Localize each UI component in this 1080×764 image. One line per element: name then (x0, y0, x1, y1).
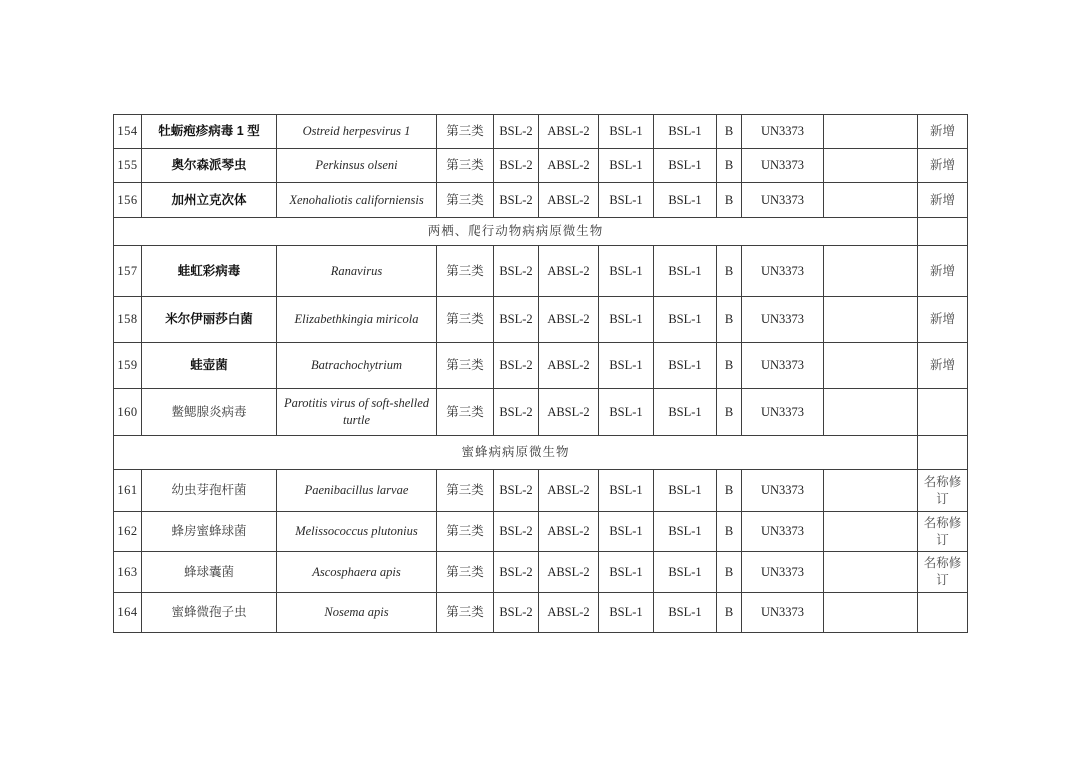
cell-package-class: B (717, 115, 742, 149)
cell-category: 第三类 (437, 593, 494, 633)
cell-row-number: 156 (114, 183, 142, 218)
cell-bsl: BSL-2 (494, 389, 539, 436)
cell-blank (824, 115, 918, 149)
cell-package-class: B (717, 297, 742, 343)
cell-name-cn: 蜜蜂微孢子虫 (142, 593, 277, 633)
cell-absl: ABSL-2 (539, 115, 599, 149)
cell-bsl-1: BSL-1 (654, 183, 717, 218)
table-row (114, 149, 968, 183)
cell-bsl: BSL-2 (494, 246, 539, 297)
cell-bsl-1: BSL-1 (654, 115, 717, 149)
cell-category: 第三类 (437, 115, 494, 149)
cell-name-cn: 加州立克次体 (142, 183, 277, 218)
cell-absl: ABSL-2 (539, 470, 599, 512)
cell-bsl: BSL-2 (494, 183, 539, 218)
cell-row-number: 157 (114, 246, 142, 297)
cell-name-cn: 牡蛎疱疹病毒 1 型 (142, 115, 277, 149)
cell-bsl-1: BSL-1 (654, 389, 717, 436)
cell-bsl-1: BSL-1 (654, 149, 717, 183)
table-row (114, 389, 968, 436)
cell-absl: ABSL-2 (539, 149, 599, 183)
cell-bsl-1: BSL-1 (654, 552, 717, 593)
cell-bsl-1: BSL-1 (599, 297, 654, 343)
cell-package-class: B (717, 343, 742, 389)
cell-remark (918, 389, 968, 436)
section-header-label: 两栖、爬行动物病病原微生物 (114, 218, 918, 246)
cell-blank (824, 552, 918, 593)
cell-remark: 名称修订 (918, 512, 968, 552)
cell-absl: ABSL-2 (539, 183, 599, 218)
cell-name-cn: 蛙壶菌 (142, 343, 277, 389)
cell-row-number: 163 (114, 552, 142, 593)
cell-remark: 新增 (918, 297, 968, 343)
cell-package-class: B (717, 552, 742, 593)
cell-bsl-1: BSL-1 (599, 552, 654, 593)
cell-row-number: 164 (114, 593, 142, 633)
cell-name-latin: Ascosphaera apis (277, 552, 437, 593)
table-row (114, 470, 968, 512)
cell-remark (918, 593, 968, 633)
table-row (114, 343, 968, 389)
cell-bsl-1: BSL-1 (599, 183, 654, 218)
cell-package-class: B (717, 149, 742, 183)
cell-un-number: UN3373 (742, 115, 824, 149)
cell-name-latin: Perkinsus olseni (277, 149, 437, 183)
cell-remark: 新增 (918, 115, 968, 149)
cell-bsl-1: BSL-1 (654, 343, 717, 389)
cell-package-class: B (717, 512, 742, 552)
cell-row-number: 155 (114, 149, 142, 183)
cell-name-latin: Ostreid herpesvirus 1 (277, 115, 437, 149)
cell-name-cn: 鳖鳃腺炎病毒 (142, 389, 277, 436)
cell-package-class: B (717, 470, 742, 512)
cell-bsl-1: BSL-1 (654, 297, 717, 343)
cell-bsl: BSL-2 (494, 512, 539, 552)
cell-bsl-1: BSL-1 (599, 343, 654, 389)
cell-bsl: BSL-2 (494, 115, 539, 149)
cell-bsl: BSL-2 (494, 343, 539, 389)
cell-un-number: UN3373 (742, 389, 824, 436)
cell-name-latin: Nosema apis (277, 593, 437, 633)
cell-bsl-1: BSL-1 (654, 470, 717, 512)
cell-bsl-1: BSL-1 (599, 389, 654, 436)
cell-name-cn: 蜂房蜜蜂球菌 (142, 512, 277, 552)
cell-bsl-1: BSL-1 (599, 246, 654, 297)
table-row (114, 183, 968, 218)
cell-blank (824, 297, 918, 343)
cell-name-latin: Parotitis virus of soft-shelled turtle (277, 389, 437, 436)
cell-bsl-1: BSL-1 (599, 115, 654, 149)
cell-blank (824, 183, 918, 218)
cell-un-number: UN3373 (742, 246, 824, 297)
table-row (114, 246, 968, 297)
cell-name-cn: 幼虫芽孢杆菌 (142, 470, 277, 512)
pathogen-table (113, 114, 968, 633)
cell-un-number: UN3373 (742, 183, 824, 218)
cell-bsl-1: BSL-1 (599, 593, 654, 633)
table-row (114, 512, 968, 552)
table-row (114, 552, 968, 593)
cell-row-number: 154 (114, 115, 142, 149)
cell-blank (824, 246, 918, 297)
cell-remark: 新增 (918, 246, 968, 297)
cell-bsl: BSL-2 (494, 149, 539, 183)
cell-name-latin: Batrachochytrium (277, 343, 437, 389)
cell-absl: ABSL-2 (539, 512, 599, 552)
cell-row-number: 159 (114, 343, 142, 389)
cell-un-number: UN3373 (742, 593, 824, 633)
cell-blank (824, 149, 918, 183)
cell-package-class: B (717, 246, 742, 297)
cell-un-number: UN3373 (742, 470, 824, 512)
cell-category: 第三类 (437, 552, 494, 593)
cell-blank (824, 470, 918, 512)
cell-blank (824, 343, 918, 389)
cell-bsl-1: BSL-1 (654, 246, 717, 297)
cell-un-number: UN3373 (742, 343, 824, 389)
table-row (114, 593, 968, 633)
cell-absl: ABSL-2 (539, 343, 599, 389)
cell-bsl: BSL-2 (494, 297, 539, 343)
cell-bsl-1: BSL-1 (654, 512, 717, 552)
cell-bsl: BSL-2 (494, 552, 539, 593)
cell-remark: 名称修订 (918, 552, 968, 593)
cell-blank (824, 389, 918, 436)
cell-category: 第三类 (437, 470, 494, 512)
cell-bsl-1: BSL-1 (599, 470, 654, 512)
cell-package-class: B (717, 389, 742, 436)
cell-name-cn: 米尔伊丽莎白菌 (142, 297, 277, 343)
cell-category: 第三类 (437, 512, 494, 552)
cell-bsl-1: BSL-1 (654, 593, 717, 633)
cell-remark (918, 218, 968, 246)
cell-un-number: UN3373 (742, 552, 824, 593)
cell-blank (824, 512, 918, 552)
cell-name-latin: Melissococcus plutonius (277, 512, 437, 552)
cell-row-number: 160 (114, 389, 142, 436)
cell-absl: ABSL-2 (539, 297, 599, 343)
cell-name-cn: 蛙虹彩病毒 (142, 246, 277, 297)
cell-remark: 新增 (918, 183, 968, 218)
cell-name-latin: Elizabethkingia miricola (277, 297, 437, 343)
cell-absl: ABSL-2 (539, 389, 599, 436)
section-header-row (114, 436, 968, 470)
section-header-label: 蜜蜂病病原微生物 (114, 436, 918, 470)
cell-absl: ABSL-2 (539, 593, 599, 633)
cell-bsl-1: BSL-1 (599, 512, 654, 552)
cell-package-class: B (717, 593, 742, 633)
table-row (114, 115, 968, 149)
pathogen-table-body (114, 115, 968, 633)
cell-name-cn: 蜂球囊菌 (142, 552, 277, 593)
cell-un-number: UN3373 (742, 149, 824, 183)
cell-name-latin: Ranavirus (277, 246, 437, 297)
cell-bsl-1: BSL-1 (599, 149, 654, 183)
table-row (114, 297, 968, 343)
cell-package-class: B (717, 183, 742, 218)
cell-remark: 新增 (918, 343, 968, 389)
cell-bsl: BSL-2 (494, 470, 539, 512)
cell-un-number: UN3373 (742, 512, 824, 552)
cell-absl: ABSL-2 (539, 246, 599, 297)
cell-name-latin: Xenohaliotis californiensis (277, 183, 437, 218)
cell-row-number: 162 (114, 512, 142, 552)
cell-category: 第三类 (437, 183, 494, 218)
cell-un-number: UN3373 (742, 297, 824, 343)
cell-row-number: 161 (114, 470, 142, 512)
cell-name-latin: Paenibacillus larvae (277, 470, 437, 512)
cell-remark: 名称修订 (918, 470, 968, 512)
section-header-row (114, 218, 968, 246)
cell-remark (918, 436, 968, 470)
cell-remark: 新增 (918, 149, 968, 183)
cell-category: 第三类 (437, 343, 494, 389)
cell-category: 第三类 (437, 246, 494, 297)
cell-category: 第三类 (437, 297, 494, 343)
cell-bsl: BSL-2 (494, 593, 539, 633)
cell-name-cn: 奥尔森派琴虫 (142, 149, 277, 183)
cell-category: 第三类 (437, 149, 494, 183)
cell-absl: ABSL-2 (539, 552, 599, 593)
cell-row-number: 158 (114, 297, 142, 343)
cell-category: 第三类 (437, 389, 494, 436)
cell-blank (824, 593, 918, 633)
